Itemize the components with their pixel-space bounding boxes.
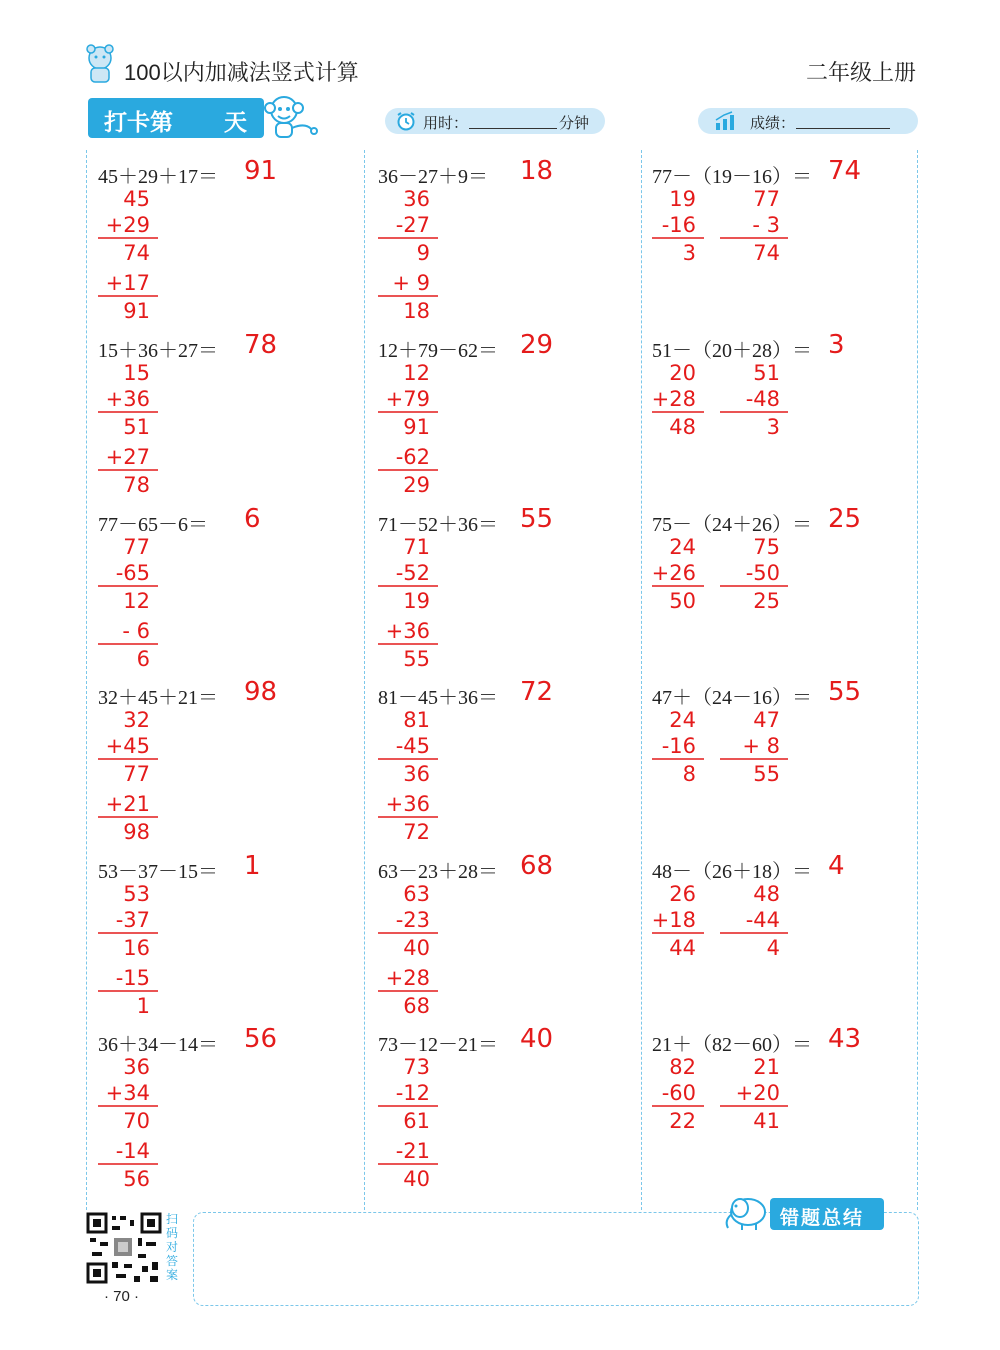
work-result: 41 xyxy=(753,1109,780,1133)
work-result: 6 xyxy=(136,647,150,671)
work-result: 4 xyxy=(766,936,780,960)
work-operand: -65 xyxy=(115,561,150,585)
work-operand: +20 xyxy=(735,1081,780,1105)
vertical-calculation xyxy=(652,1028,912,1200)
qr-code-icon xyxy=(86,1212,162,1284)
vertical-calculation xyxy=(98,334,358,506)
handwritten-answer: 6 xyxy=(244,504,261,534)
work-result: 48 xyxy=(669,415,696,439)
work-result: 55 xyxy=(753,762,780,786)
score-label: 成绩： xyxy=(750,115,796,132)
page-number: · 70 · xyxy=(104,1288,140,1305)
monkey-mascot-icon xyxy=(256,92,320,144)
work-operand: +21 xyxy=(105,792,150,816)
growth-chart-icon xyxy=(714,111,738,131)
problem-cell xyxy=(652,1024,912,1200)
problem-cell xyxy=(378,330,638,506)
work-operand: +36 xyxy=(105,387,150,411)
work-operand: -37 xyxy=(115,908,150,932)
handwritten-answer: 18 xyxy=(520,156,554,186)
column-divider xyxy=(86,150,87,1210)
work-top-number: 71 xyxy=(403,535,430,559)
work-result: 1 xyxy=(136,994,150,1018)
work-operand: +36 xyxy=(385,792,430,816)
handwritten-answer: 4 xyxy=(828,851,845,881)
work-top-number: 75 xyxy=(753,535,780,559)
work-result: 8 xyxy=(682,762,696,786)
handwritten-answer: 1 xyxy=(244,851,261,881)
work-result: 70 xyxy=(123,1109,150,1133)
work-result: 44 xyxy=(669,936,696,960)
work-top-number: 15 xyxy=(123,361,150,385)
grade-label: 二年级上册 xyxy=(805,60,916,85)
work-operand: +18 xyxy=(652,908,696,932)
problem-cell xyxy=(378,1024,638,1200)
work-operand: -16 xyxy=(661,213,696,237)
vertical-calculation xyxy=(98,508,358,680)
book-title: 100以内加减法竖式计算 xyxy=(124,60,359,85)
vertical-calculation xyxy=(378,681,638,853)
work-result: 29 xyxy=(403,473,430,497)
work-operand: +29 xyxy=(105,213,150,237)
vertical-calculation xyxy=(98,855,358,1027)
work-result: 91 xyxy=(403,415,430,439)
work-operand: +79 xyxy=(385,387,430,411)
column-divider xyxy=(641,150,642,1210)
handwritten-answer: 56 xyxy=(244,1024,278,1054)
handwritten-answer: 29 xyxy=(520,330,554,360)
work-top-number: 48 xyxy=(753,882,780,906)
problem-expression: 71－52＋36＝ xyxy=(378,514,498,536)
problem-expression: 53－37－15＝ xyxy=(98,861,218,883)
work-result: 3 xyxy=(682,241,696,265)
handwritten-answer: 78 xyxy=(244,330,278,360)
work-top-number: 53 xyxy=(123,882,150,906)
problem-cell xyxy=(378,851,638,1027)
problem-expression: 75－（24＋26）＝ xyxy=(652,514,812,536)
problem-cell xyxy=(378,677,638,853)
work-top-number: 26 xyxy=(669,882,696,906)
work-operand: -27 xyxy=(395,213,430,237)
vertical-calculation xyxy=(652,160,912,332)
work-operand: -21 xyxy=(395,1139,430,1163)
problem-expression: 32＋45＋21＝ xyxy=(98,687,218,709)
work-top-number: 19 xyxy=(669,187,696,211)
work-operand: -15 xyxy=(115,966,150,990)
work-top-number: 82 xyxy=(669,1055,696,1079)
problem-expression: 36－27＋9＝ xyxy=(378,166,488,188)
problem-expression: 47＋（24－16）＝ xyxy=(652,687,812,709)
problem-cell xyxy=(378,504,638,680)
work-top-number: 45 xyxy=(123,187,150,211)
work-result: 9 xyxy=(416,241,430,265)
problem-expression: 81－45＋36＝ xyxy=(378,687,498,709)
handwritten-answer: 91 xyxy=(244,156,278,186)
work-top-number: 77 xyxy=(753,187,780,211)
work-top-number: 24 xyxy=(669,708,696,732)
column-divider xyxy=(917,150,918,1210)
work-operand: +28 xyxy=(385,966,430,990)
work-top-number: 32 xyxy=(123,708,150,732)
work-top-number: 12 xyxy=(403,361,430,385)
work-operand: -44 xyxy=(745,908,780,932)
problem-cell xyxy=(98,156,358,332)
column-divider xyxy=(364,150,365,1210)
vertical-calculation xyxy=(652,681,912,853)
work-top-number: 81 xyxy=(403,708,430,732)
checkin-suffix: 天 xyxy=(224,109,247,135)
vertical-calculation xyxy=(378,508,638,680)
work-top-number: 21 xyxy=(753,1055,780,1079)
work-result: 74 xyxy=(123,241,150,265)
vertical-calculation xyxy=(652,334,912,506)
work-result: 50 xyxy=(669,589,696,613)
work-operand: -50 xyxy=(745,561,780,585)
problem-expression: 73－12－21＝ xyxy=(378,1034,498,1056)
vertical-calculation xyxy=(378,855,638,1027)
handwritten-answer: 98 xyxy=(244,677,278,707)
alarm-clock-icon xyxy=(395,111,417,131)
work-result: 68 xyxy=(403,994,430,1018)
problem-cell xyxy=(652,851,912,1027)
work-operand: +28 xyxy=(652,387,696,411)
handwritten-answer: 43 xyxy=(828,1024,862,1054)
work-operand: -23 xyxy=(395,908,430,932)
problem-cell xyxy=(98,330,358,506)
work-result: 36 xyxy=(403,762,430,786)
problem-expression: 51－（20＋28）＝ xyxy=(652,340,812,362)
problem-expression: 48－（26＋18）＝ xyxy=(652,861,812,883)
work-operand: +27 xyxy=(105,445,150,469)
mistake-summary-label: 错题总结 xyxy=(780,1208,865,1229)
handwritten-answer: 40 xyxy=(520,1024,554,1054)
work-operand: -62 xyxy=(395,445,430,469)
work-result: 55 xyxy=(403,647,430,671)
work-result: 91 xyxy=(123,299,150,323)
scan-for-answers-label: 扫码对答案 xyxy=(166,1212,179,1282)
problem-cell xyxy=(98,1024,358,1200)
work-result: 56 xyxy=(123,1167,150,1191)
work-result: 51 xyxy=(123,415,150,439)
work-operand: + 9 xyxy=(392,271,430,295)
problem-expression: 12＋79－62＝ xyxy=(378,340,498,362)
work-operand: -52 xyxy=(395,561,430,585)
handwritten-answer: 74 xyxy=(828,156,862,186)
time-used-field xyxy=(385,108,605,134)
work-result: 72 xyxy=(403,820,430,844)
problem-cell xyxy=(98,504,358,680)
problem-expression: 36＋34－14＝ xyxy=(98,1034,218,1056)
work-operand: -48 xyxy=(745,387,780,411)
work-result: 40 xyxy=(403,936,430,960)
problem-expression: 77－（19－16）＝ xyxy=(652,166,812,188)
problem-cell xyxy=(98,677,358,853)
handwritten-answer: 72 xyxy=(520,677,554,707)
work-top-number: 51 xyxy=(753,361,780,385)
work-result: 18 xyxy=(403,299,430,323)
score-field xyxy=(698,108,918,134)
vertical-calculation xyxy=(98,160,358,332)
work-top-number: 36 xyxy=(123,1055,150,1079)
work-operand: -14 xyxy=(115,1139,150,1163)
work-operand: -45 xyxy=(395,734,430,758)
work-operand: -60 xyxy=(661,1081,696,1105)
problem-cell xyxy=(652,156,912,332)
work-result: 12 xyxy=(123,589,150,613)
vertical-calculation xyxy=(378,334,638,506)
work-top-number: 63 xyxy=(403,882,430,906)
work-operand: +45 xyxy=(105,734,150,758)
vertical-calculation xyxy=(378,160,638,332)
handwritten-answer: 68 xyxy=(520,851,554,881)
bear-logo-icon xyxy=(82,44,118,84)
handwritten-answer: 55 xyxy=(520,504,554,534)
work-top-number: 47 xyxy=(753,708,780,732)
problem-expression: 77－65－6＝ xyxy=(98,514,208,536)
vertical-calculation xyxy=(652,855,912,1027)
work-operand: + 8 xyxy=(742,734,780,758)
problem-cell xyxy=(98,851,358,1027)
handwritten-answer: 3 xyxy=(828,330,845,360)
vertical-calculation xyxy=(98,681,358,853)
work-result: 19 xyxy=(403,589,430,613)
problem-cell xyxy=(652,504,912,680)
checkin-day-badge xyxy=(88,98,264,138)
problem-expression: 45＋29＋17＝ xyxy=(98,166,218,188)
work-top-number: 73 xyxy=(403,1055,430,1079)
work-operand: +26 xyxy=(652,561,696,585)
work-operand: -12 xyxy=(395,1081,430,1105)
work-top-number: 24 xyxy=(669,535,696,559)
problem-cell xyxy=(652,677,912,853)
problem-expression: 63－23＋28＝ xyxy=(378,861,498,883)
time-unit: 分钟 xyxy=(559,115,590,132)
work-result: 25 xyxy=(753,589,780,613)
work-result: 77 xyxy=(123,762,150,786)
time-label: 用时： xyxy=(423,115,469,132)
handwritten-answer: 55 xyxy=(828,677,862,707)
work-result: 40 xyxy=(403,1167,430,1191)
work-result: 61 xyxy=(403,1109,430,1133)
work-operand: +36 xyxy=(385,619,430,643)
work-result: 3 xyxy=(766,415,780,439)
work-top-number: 36 xyxy=(403,187,430,211)
handwritten-answer: 25 xyxy=(828,504,862,534)
problem-cell xyxy=(652,330,912,506)
problem-cell xyxy=(378,156,638,332)
work-top-number: 20 xyxy=(669,361,696,385)
work-result: 22 xyxy=(669,1109,696,1133)
work-result: 98 xyxy=(123,820,150,844)
work-result: 16 xyxy=(123,936,150,960)
mistake-summary-badge xyxy=(770,1198,884,1230)
vertical-calculation xyxy=(652,508,912,680)
vertical-calculation xyxy=(98,1028,358,1200)
problem-expression: 15＋36＋27＝ xyxy=(98,340,218,362)
work-result: 74 xyxy=(753,241,780,265)
page-header xyxy=(82,44,922,88)
work-operand: - 6 xyxy=(122,619,150,643)
elephant-mascot-icon xyxy=(718,1192,774,1232)
work-result: 78 xyxy=(123,473,150,497)
work-top-number: 77 xyxy=(123,535,150,559)
problem-expression: 21＋（82－60）＝ xyxy=(652,1034,812,1056)
work-operand: +34 xyxy=(105,1081,150,1105)
vertical-calculation xyxy=(378,1028,638,1200)
work-operand: - 3 xyxy=(752,213,780,237)
score-blank xyxy=(796,128,890,129)
work-operand: -16 xyxy=(661,734,696,758)
checkin-prefix: 打卡第 xyxy=(104,109,173,135)
work-operand: +17 xyxy=(105,271,150,295)
time-blank xyxy=(469,128,557,129)
